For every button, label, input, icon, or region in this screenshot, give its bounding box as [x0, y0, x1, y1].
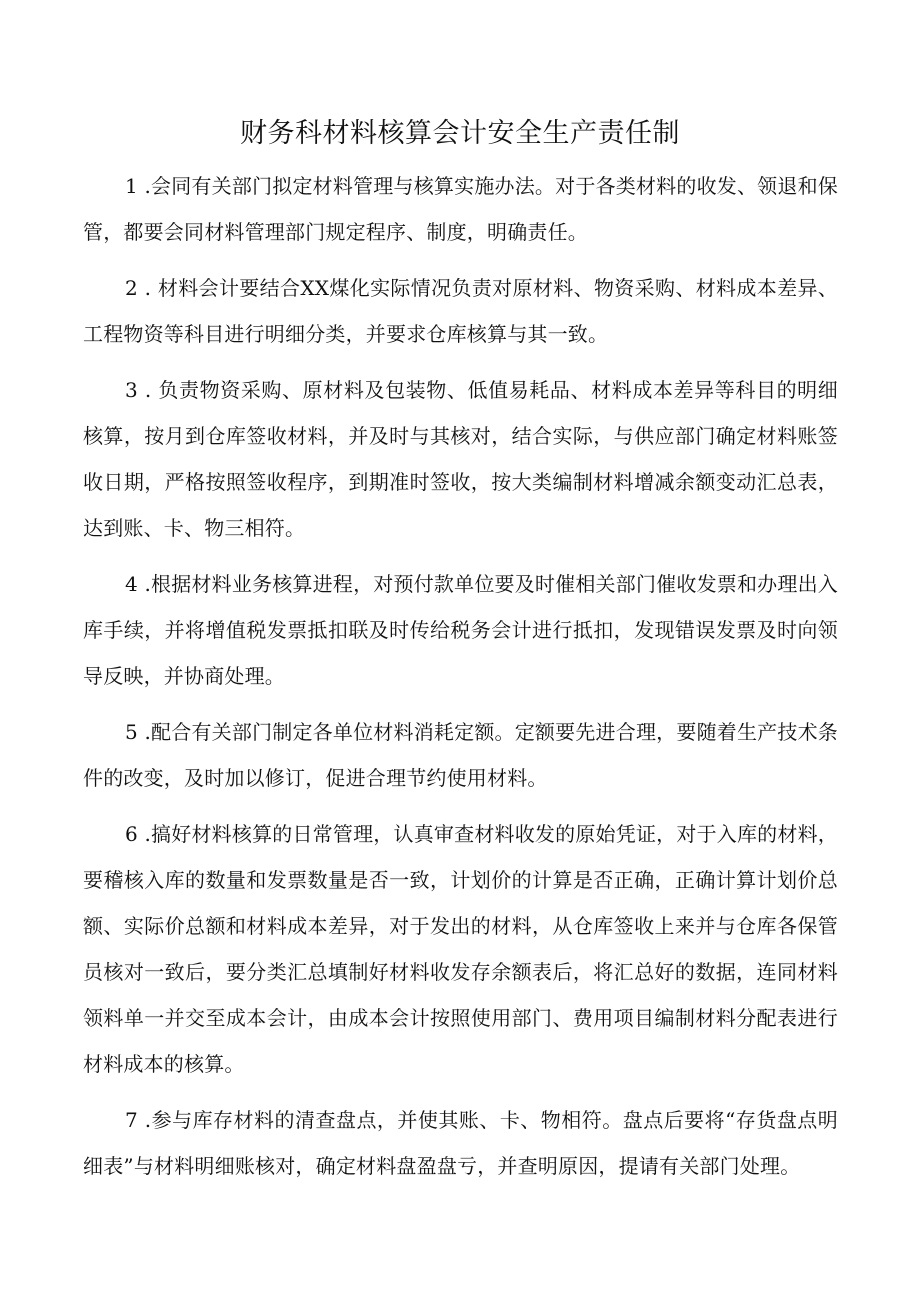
paragraph-5: 5 .配合有关部门制定各单位材料消耗定额。定额要先进合理，要随着生产技术条件的改变，及时加以修订，促进合理节约使用材料。	[83, 720, 838, 790]
paragraph-7: 7 .参与库存材料的清查盘点，并使其账、卡、物相符。盘点后要将“存货盘点明细表”与材料明细账核对，确定材料盘盈盘亏，并查明原因，提请有关部门处理。	[83, 1108, 838, 1178]
paragraph-2: 2 . 材料会计要结合XX煤化实际情况负责对原材料、物资采购、材料成本差异、工程物资等科目进行明细分类，并要求仓库核算与其一致。	[83, 276, 838, 346]
paragraph-3: 3 . 负责物资采购、原材料及包装物、低值易耗品、材料成本差异等科目的明细核算，按月到仓库签收材料，并及时与其核对，结合实际，与供应部门确定材料账签收日期，严格按照签收程序，到期准时签收，按大类编制材料增减余额变动汇总表，达到账、卡、物三相符。	[83, 378, 838, 540]
document-body	[83, 163, 838, 1199]
paragraph-6: 6 .搞好材料核算的日常管理，认真审查材料收发的原始凭证，对于入库的材料，要稽核入库的数量和发票数量是否一致，计划价的计算是否正确，正确计算计划价总额、实际价总额和材料成本差异，对于发出的材料，从仓库签收上来并与仓库各保管员核对一致后，要分类汇总填制好材料收发存余额表后，将汇总好的数据，连同材料领料单一并交至成本会计，由成本会计按照使用部门、费用项目编制材料分配表进行材料成本的核算。	[83, 822, 838, 1076]
paragraph-1: 1 .会同有关部门拟定材料管理与核算实施办法。对于各类材料的收发、领退和保管，都要会同材料管理部门规定程序、制度，明确责任。	[83, 174, 838, 244]
paragraph-4: 4 .根据材料业务核算进程，对预付款单位要及时催相关部门催收发票和办理出入库手续，并将增值税发票抵扣联及时传给税务会计进行抵扣，发现错误发票及时向领导反映，并协商处理。	[83, 572, 838, 688]
document-title: 财务科材料核算会计安全生产责任制	[240, 118, 680, 149]
